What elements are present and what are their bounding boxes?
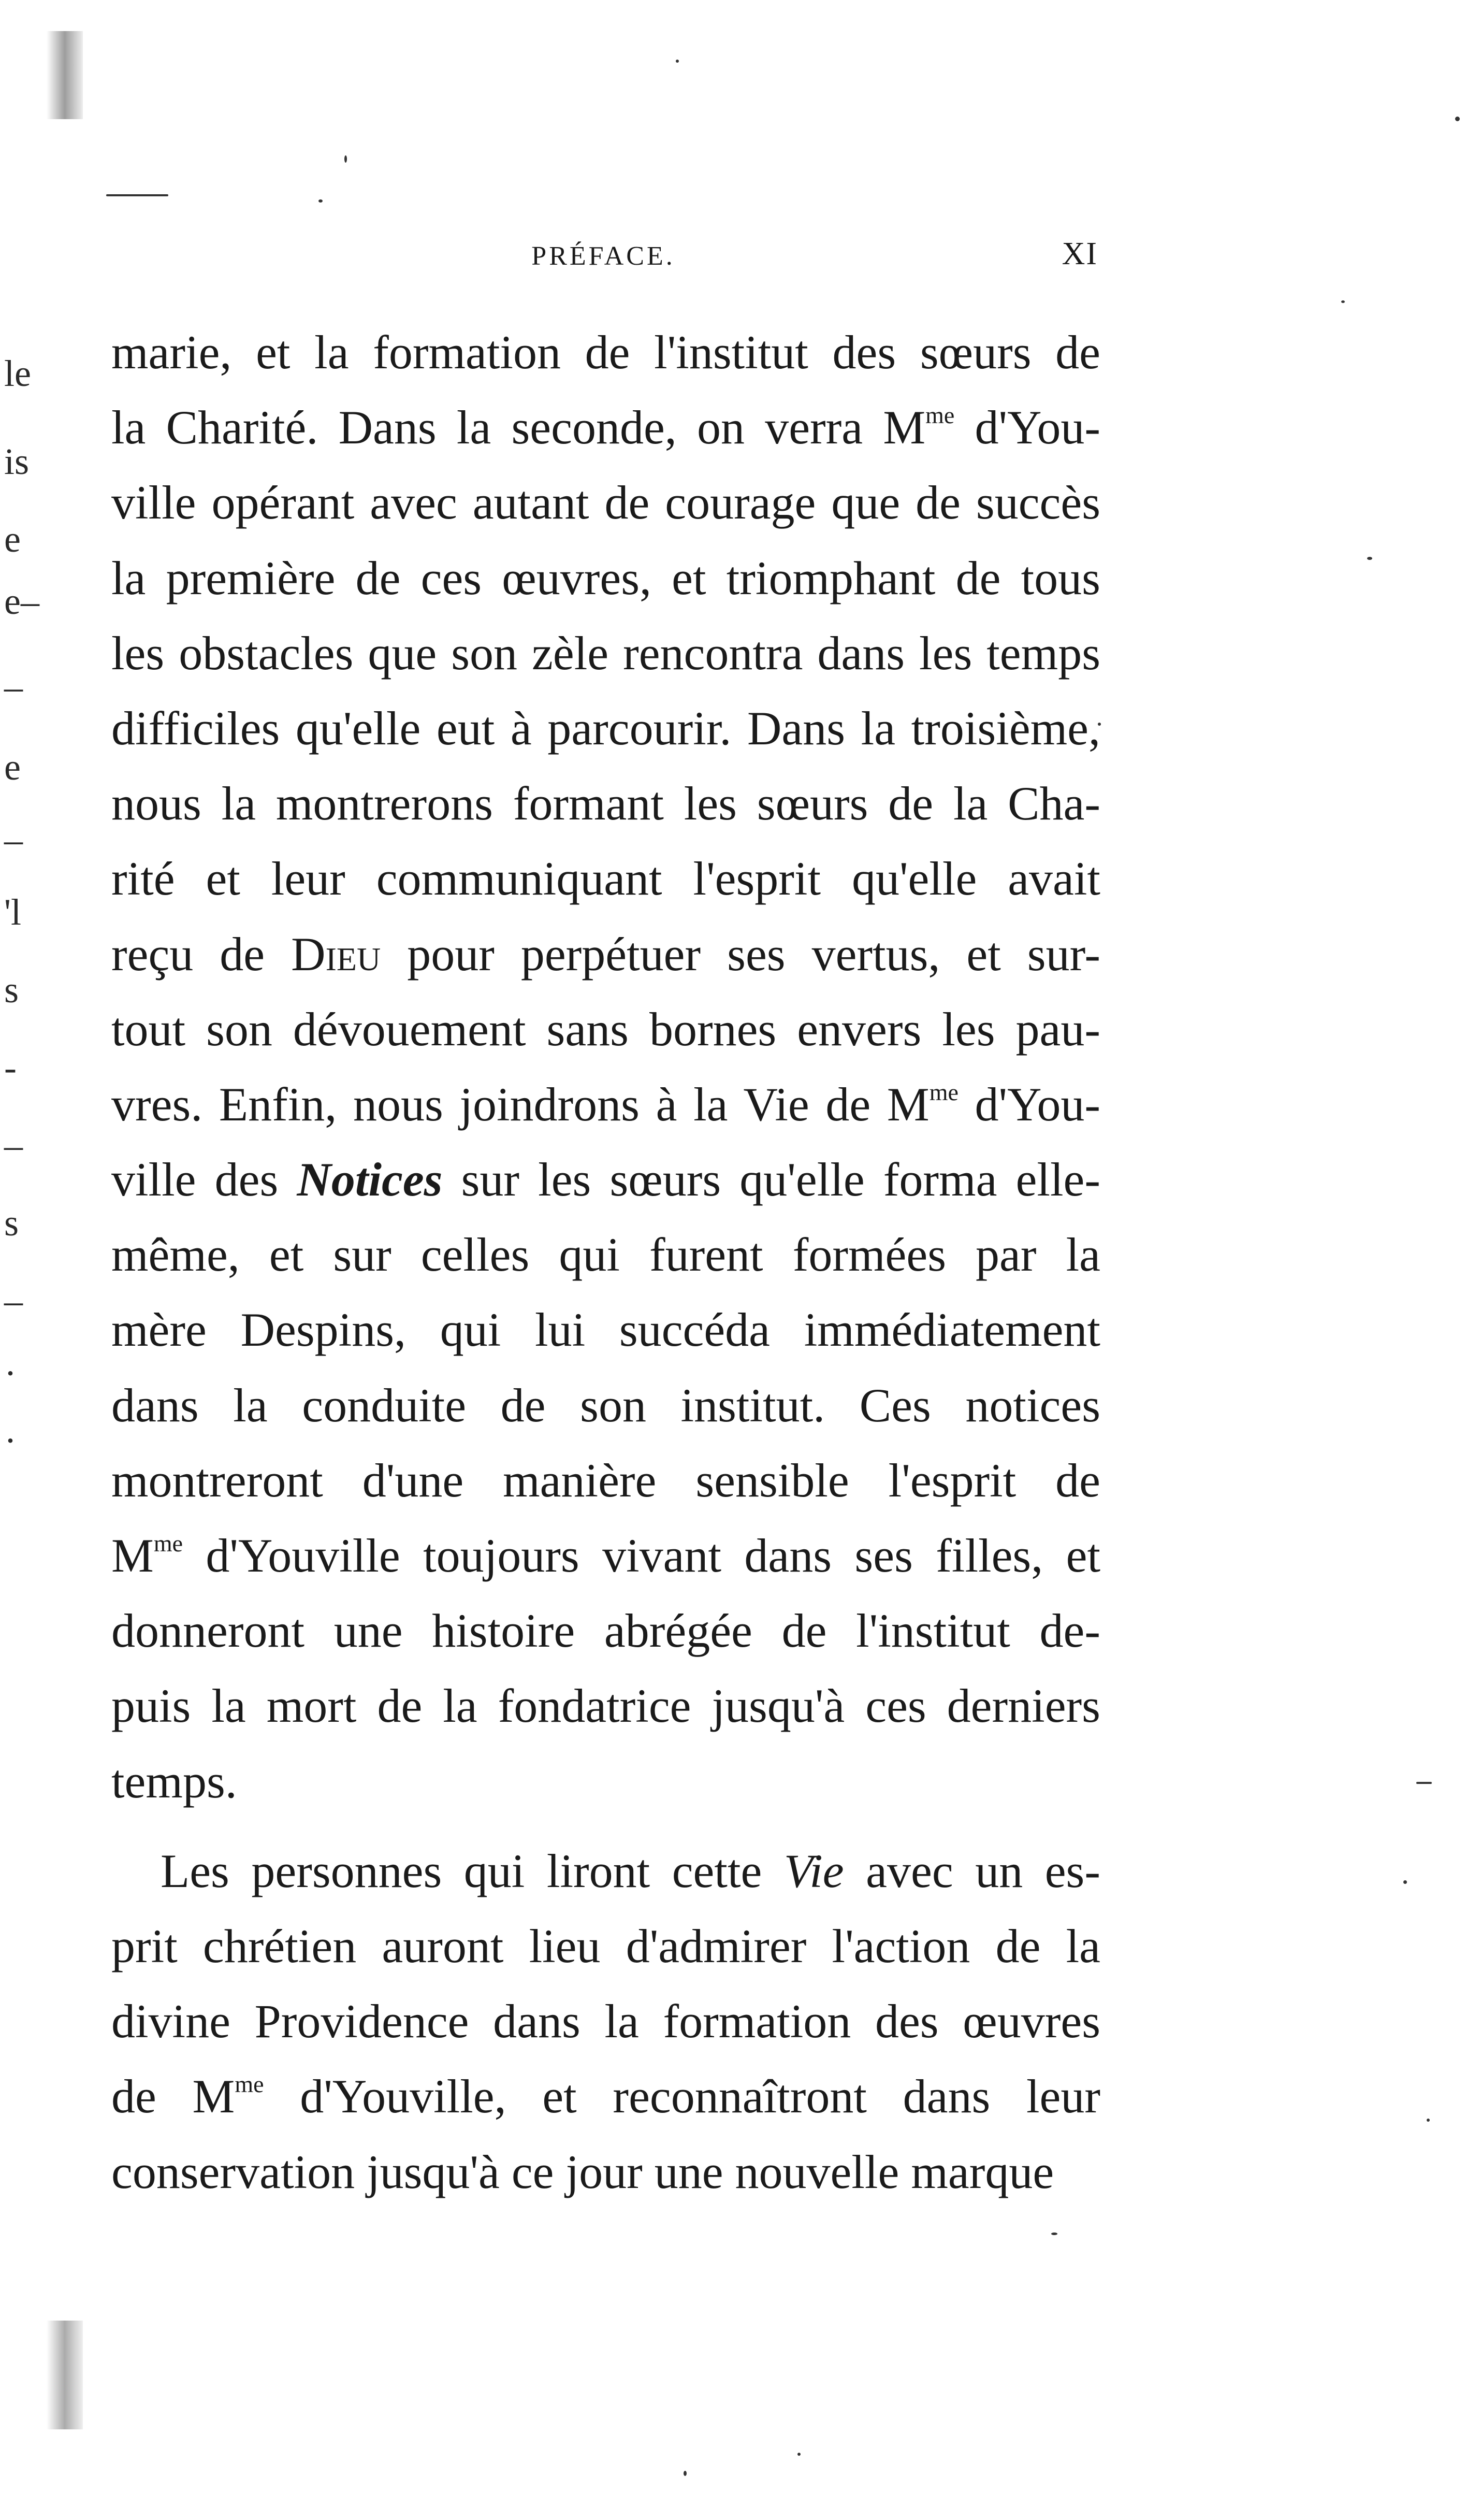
- italic-word: Vie: [783, 1844, 844, 1897]
- speck: [1367, 557, 1372, 560]
- text-run: conservation jusqu'à ce jour une nouvelle marque: [111, 2145, 1054, 2198]
- margin-fragment: ·: [4, 1420, 17, 1461]
- paragraph-gap: [111, 1819, 1100, 1834]
- text-line: [111, 541, 1100, 616]
- text-run: divine Providence dans la formation des œuvres: [111, 1995, 1100, 2048]
- text-run: puis la mort de la fondatrice jusqu'à ces derniers: [111, 1679, 1100, 1733]
- margin-fragment: s: [4, 969, 19, 1011]
- text-line: [111, 1443, 1100, 1518]
- superscript: me: [925, 402, 955, 429]
- speck: [797, 2453, 801, 2456]
- speck: [1341, 300, 1345, 303]
- text-line: [111, 1668, 1100, 1744]
- paragraph: [111, 315, 1100, 1819]
- binding-edge-shadow-bottom: [47, 2321, 83, 2429]
- text-run: sur les sœurs qu'elle forma elle-: [442, 1153, 1101, 1206]
- text-run: d'You-: [958, 1077, 1100, 1131]
- text-run: montreront d'une manière sensible l'esprit de: [111, 1453, 1100, 1507]
- margin-fragment: s: [4, 1202, 19, 1244]
- margin-fragment: –: [4, 666, 23, 708]
- speck: [1403, 1880, 1407, 1884]
- text-run: dans la conduite de son institut. Ces notices: [111, 1378, 1100, 1432]
- text-run: ville opérant avec autant de courage que de succès: [111, 476, 1100, 529]
- text-run: rité et leur communiquant l'esprit qu'elle avait: [111, 852, 1100, 905]
- text-run: les obstacles que son zèle rencontra dans les temps: [111, 626, 1100, 680]
- text-run: temps.: [111, 1754, 237, 1808]
- margin-fragment: e–: [4, 581, 39, 622]
- running-head: PRÉFACE.: [531, 241, 675, 271]
- page-header: [114, 236, 1098, 282]
- bold-italic-word: Notices: [297, 1153, 443, 1206]
- margin-fragment: e: [4, 519, 21, 560]
- text-run: Les personnes qui liront cette: [161, 1844, 784, 1897]
- text-line: [111, 841, 1100, 916]
- speck: [344, 155, 347, 163]
- text-line: [111, 2135, 1100, 2210]
- text-line: [111, 2059, 1100, 2134]
- margin-fragment: –: [4, 1125, 23, 1166]
- speck: [318, 199, 323, 203]
- speck: [1427, 2119, 1430, 2122]
- text-run: tout son dévouement sans bornes envers les pau-: [111, 1002, 1100, 1056]
- text-line: [111, 465, 1100, 540]
- margin-fragment: le: [4, 353, 31, 394]
- body-text: [111, 315, 1100, 2210]
- text-line: [111, 1142, 1100, 1217]
- text-run: pour perpétuer ses vertus, et sur-: [381, 927, 1101, 981]
- small-caps-word: Dieu: [291, 927, 381, 981]
- text-line: [111, 1909, 1100, 1984]
- text-run: M: [111, 1529, 154, 1582]
- text-run: prit chrétien auront lieu d'admirer l'action de la: [111, 1919, 1100, 1972]
- text-run: reçu de: [111, 927, 292, 981]
- margin-fragment: 'l: [4, 891, 21, 933]
- margin-fragment: e: [4, 746, 21, 788]
- text-run: la première de ces œuvres, et triomphant de tous: [111, 551, 1100, 604]
- text-line: [111, 1368, 1100, 1443]
- superscript: me: [153, 1530, 183, 1557]
- text-line: [111, 1292, 1100, 1367]
- text-line: [111, 917, 1100, 992]
- margin-fragment: ·: [4, 1352, 17, 1394]
- text-line: [111, 1593, 1100, 1668]
- text-line: [111, 315, 1100, 390]
- text-run: même, et sur celles qui furent formées par la: [111, 1228, 1100, 1281]
- text-run: d'Youville toujours vivant dans ses filles, et: [183, 1529, 1100, 1582]
- text-line: [111, 766, 1100, 841]
- text-run: mère Despins, qui lui succéda immédiatement: [111, 1303, 1100, 1357]
- text-run: vres. Enfin, nous joindrons à la Vie de M: [111, 1077, 930, 1131]
- text-line: [111, 1984, 1100, 2059]
- text-run: marie, et la formation de l'institut des sœurs de: [111, 326, 1100, 379]
- speck: [676, 60, 679, 63]
- speck: [1416, 1782, 1432, 1784]
- text-line: [111, 1217, 1100, 1292]
- superscript: me: [235, 2071, 264, 2098]
- text-run: donneront une histoire abrégée de l'institut de-: [111, 1604, 1100, 1658]
- text-run: la Charité. Dans la seconde, on verra M: [111, 401, 926, 454]
- margin-fragment: –: [4, 819, 23, 860]
- text-run: avec un es-: [844, 1844, 1100, 1897]
- margin-fragment: -: [4, 1047, 17, 1088]
- text-line: [111, 1834, 1100, 1909]
- page-number: XI: [1062, 236, 1098, 271]
- text-line: [111, 1067, 1100, 1142]
- text-line: [111, 1744, 1100, 1819]
- speck: [1051, 2233, 1057, 2235]
- speck: [1455, 117, 1460, 121]
- text-line: [111, 992, 1100, 1067]
- binding-edge-shadow-top: [47, 31, 83, 119]
- text-run: d'You-: [954, 401, 1100, 454]
- text-line: [111, 691, 1100, 766]
- text-run: d'Youville, et reconnaîtront dans leur: [264, 2070, 1100, 2123]
- text-line: [111, 390, 1100, 465]
- superscript: me: [929, 1078, 959, 1105]
- text-run: ville des: [111, 1153, 297, 1206]
- margin-fragment: is: [4, 441, 30, 482]
- text-run: de M: [111, 2070, 235, 2123]
- margin-fragment: –: [4, 1280, 23, 1321]
- speck: [684, 2471, 687, 2476]
- text-line: [111, 616, 1100, 691]
- text-run: nous la montrerons formant les sœurs de la Cha-: [111, 777, 1100, 830]
- text-line: [111, 1518, 1100, 1593]
- text-run: difficiles qu'elle eut à parcourir. Dans la troisième,: [111, 701, 1100, 755]
- paragraph: [111, 1834, 1100, 2210]
- speck: [106, 194, 168, 196]
